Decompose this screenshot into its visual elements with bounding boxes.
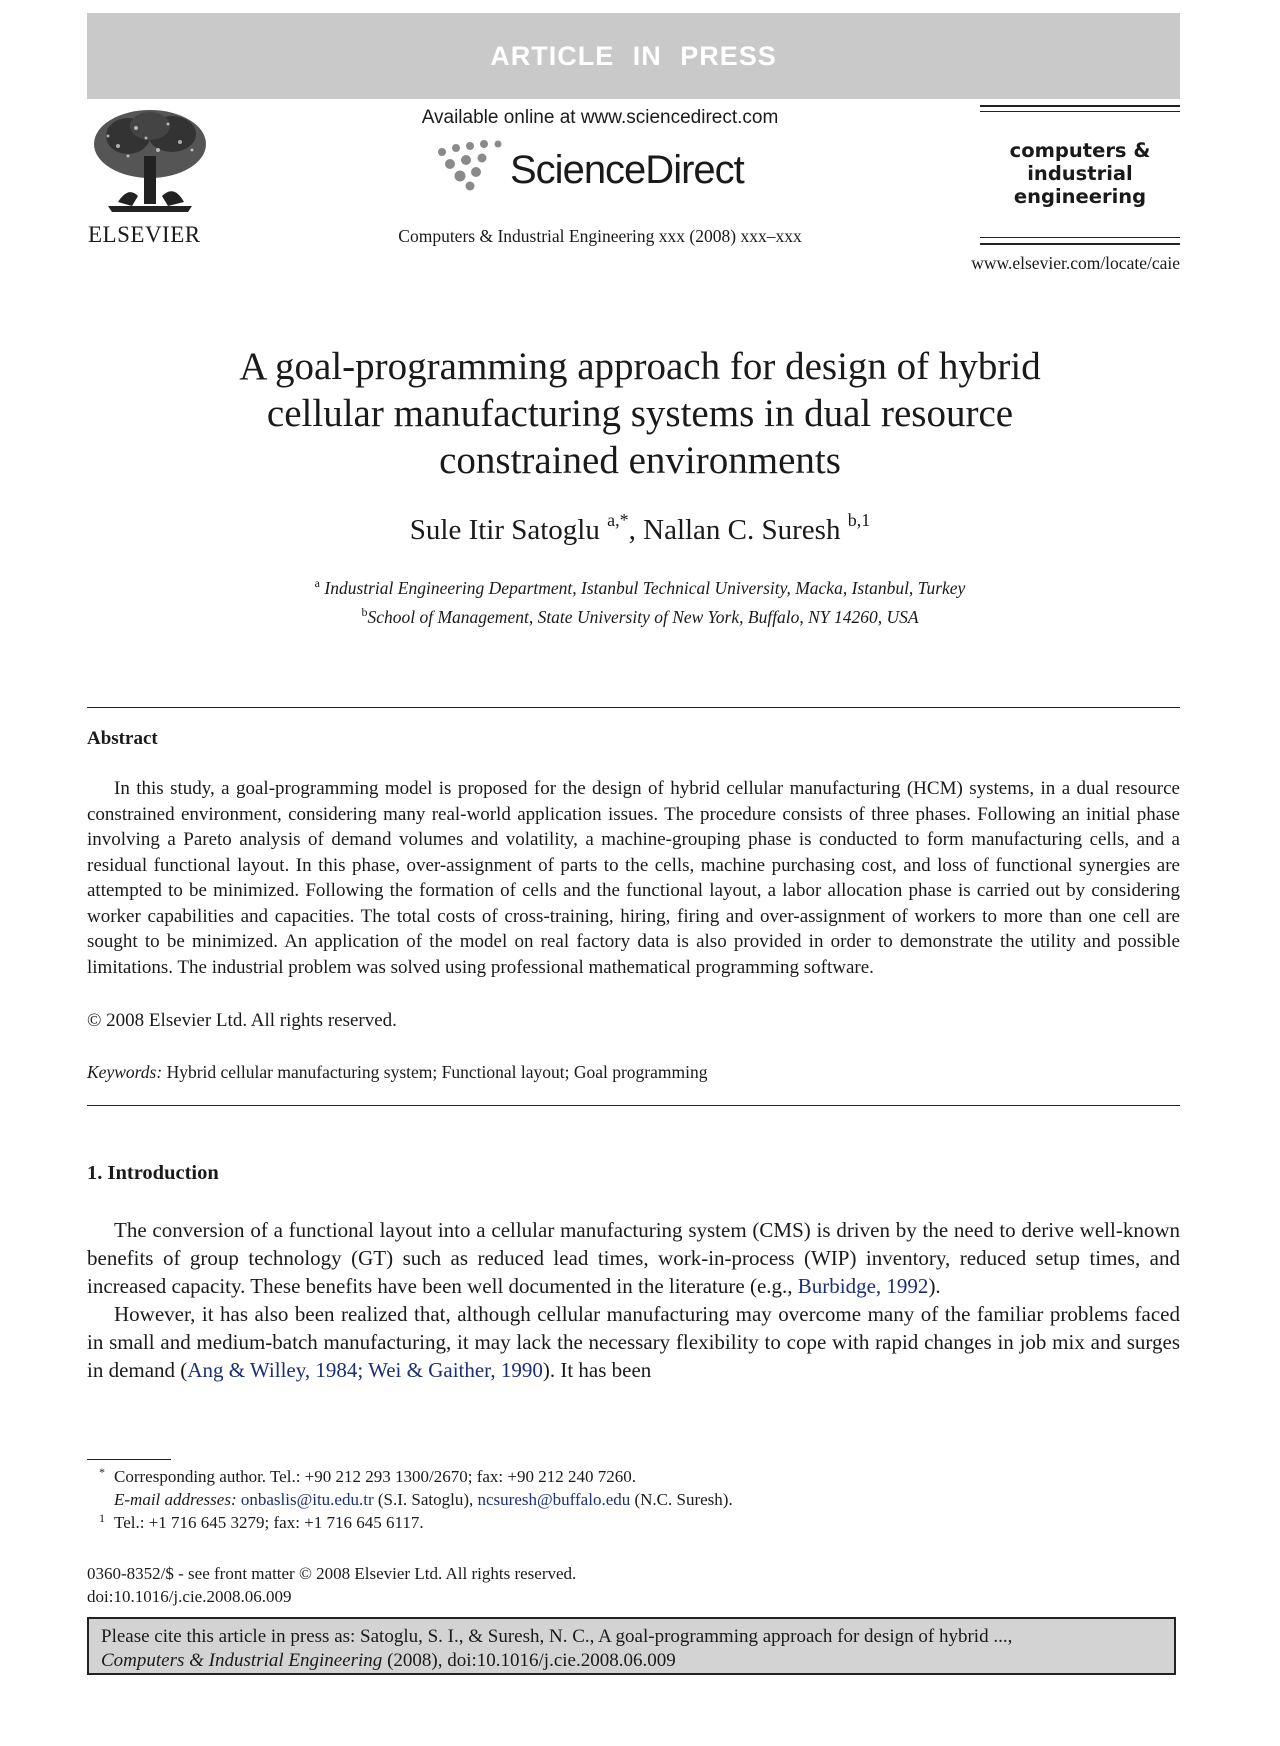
introduction-body [87,1216,1180,1384]
sciencedirect-wordmark: ScienceDirect [510,148,744,192]
paragraph-text: However, it has also been realized that, although cellular manufacturing may overcome many of the familiar problems faced in small and medium-batch manufacturing, it may lack the necessary flexibility to cope with rapid changes in job mix and surges in demand ( [87,1302,1180,1382]
affiliation-line [130,571,1150,600]
footnote-text: Corresponding author. Tel.: +90 212 293 1300/2670; fax: +90 212 240 7260. [114,1467,636,1486]
abstract-copyright: © 2008 Elsevier Ltd. All rights reserved. [87,1010,397,1031]
footnote-mark: 1 [99,1511,105,1525]
journal-title-line: computers & [1009,139,1151,162]
email-link[interactable]: ncsuresh@buffalo.edu [477,1490,631,1509]
citation-link[interactable]: Ang & Willey, 1984; Wei & Gaither, 1990 [187,1358,543,1382]
journal-rule-top-thin [980,111,1180,112]
affiliation-text: Industrial Engineering Department, Istanbul Technical University, Macka, Istanbul, Turkey [324,577,966,598]
paragraph-text: ). [928,1274,941,1298]
email-owner: (S.I. Satoglu), [373,1490,478,1509]
citation-link[interactable]: Burbidge, 1992 [797,1274,929,1298]
elsevier-tree-logo [88,106,212,214]
author-superscript: a,* [607,510,629,530]
abstract-heading: Abstract [87,728,158,749]
banner-text: ARTICLE IN PRESS [490,41,777,71]
author-separator: , [628,514,644,546]
elsevier-wordmark: ELSEVIER [88,222,201,247]
journal-citation: Computers & Industrial Engineering xxx (2008) xxx–xxx [398,226,802,246]
footnote-corresponding [87,1465,1180,1488]
paragraph [87,1216,1180,1300]
author-list [130,510,1150,547]
front-matter [87,1562,576,1608]
cite-line-2 [101,1649,1162,1673]
affiliation-mark: b [361,604,368,619]
paragraph [87,1300,1180,1384]
journal-rule-bottom-thin [980,237,1180,238]
journal-rule-top [980,105,1180,107]
journal-title-line: industrial [1027,162,1133,185]
keywords-label: Keywords: [87,1062,163,1082]
affiliation-line [130,600,1150,629]
article-in-press-banner [87,13,1180,99]
keywords-list: Hybrid cellular manufacturing system; Functional layout; Goal programming [166,1062,708,1082]
email-label: E-mail addresses: [114,1490,237,1509]
journal-rule-bottom [980,243,1180,245]
keywords [87,1062,707,1083]
cite-line-1: Please cite this article in press as: Satoglu, S. I., & Suresh, N. C., A goal-programming approach for design of hybrid ..., [101,1626,1013,1647]
title-line: constrained environments [439,439,841,482]
title-line: cellular manufacturing systems in dual resource [266,392,1014,435]
footnotes [87,1465,1180,1534]
email-link[interactable]: onbaslis@itu.edu.tr [240,1490,374,1509]
affiliation-mark: a [314,576,320,590]
email-owner: (N.C. Suresh). [630,1490,733,1509]
journal-url[interactable]: www.elsevier.com/locate/caie [971,253,1180,273]
available-online-text: Available online at www.sciencedirect.com [421,107,779,128]
footnote-text: Tel.: +1 716 645 3279; fax: +1 716 645 6117. [114,1513,424,1532]
footnote-rule [87,1459,171,1460]
paragraph-text: The conversion of a functional layout into a cellular manufacturing system (CMS) is driven by the need to derive well-known benefits of group technology (GT) such as reduced lead times, work-in-process (WIP) inventory, reduced setup times, and increased capacity. These benefits have been well documented in the literature (e.g., [87,1218,1180,1298]
title-line: A goal-programming approach for design of hybrid [239,345,1041,388]
footnote-1 [87,1511,1180,1534]
journal-title-block [980,139,1180,208]
cite-rest: (2008), doi:10.1016/j.cie.2008.06.009 [382,1650,676,1671]
issn-line: 0360-8352/$ - see front matter © 2008 Elsevier Ltd. All rights reserved. [87,1564,577,1583]
author-name: Sule Itir Satoglu [409,514,600,546]
affiliation-text: School of Management, State University of New York, Buffalo, NY 14260, USA [367,606,919,627]
doi-line: doi:10.1016/j.cie.2008.06.009 [87,1587,292,1606]
article-title [130,343,1150,484]
abstract-body: In this study, a goal-programming model is proposed for the design of hybrid cellular manufacturing (HCM) systems, in a dual resource constrained environment, considering many real-world application issues. The procedure consists of three phases. Following an initial phase involving a Pareto analysis of demand volumes and volatility, a machine-grouping phase is conducted to form manufacturing cells, and a residual functional layout. In this phase, over-assignment of parts to the cells, machine purchasing cost, and loss of functional synergies are attempted to be minimized. Following the formation of cells and the functional layout, a labor allocation phase is carried out by considering worker capabilities and capacities. The total costs of cross-training, hiring, firing and over-assignment of workers to more than one cell are sought to be minimized. An application of the model on real factory data is also provided in order to demonstrate the utility and possible limitations. The industrial problem was solved using professional mathematical programming software. [87,778,1180,978]
author-name: Nallan C. Suresh [643,514,841,546]
paragraph-text: ). It has been [542,1358,652,1382]
journal-title-line: engineering [1013,185,1147,208]
section-heading-introduction: 1. Introduction [87,1162,219,1184]
abstract-top-rule [87,707,1180,708]
abstract-bottom-rule [87,1105,1180,1106]
cite-this-article-box [87,1617,1176,1675]
affiliations [130,571,1150,629]
cite-journal: Computers & Industrial Engineering [101,1650,383,1671]
author-superscript: b,1 [847,510,871,530]
footnote-emails [87,1488,1180,1511]
footnote-mark: * [99,1465,105,1479]
sciencedirect-dots-icon [430,138,510,192]
